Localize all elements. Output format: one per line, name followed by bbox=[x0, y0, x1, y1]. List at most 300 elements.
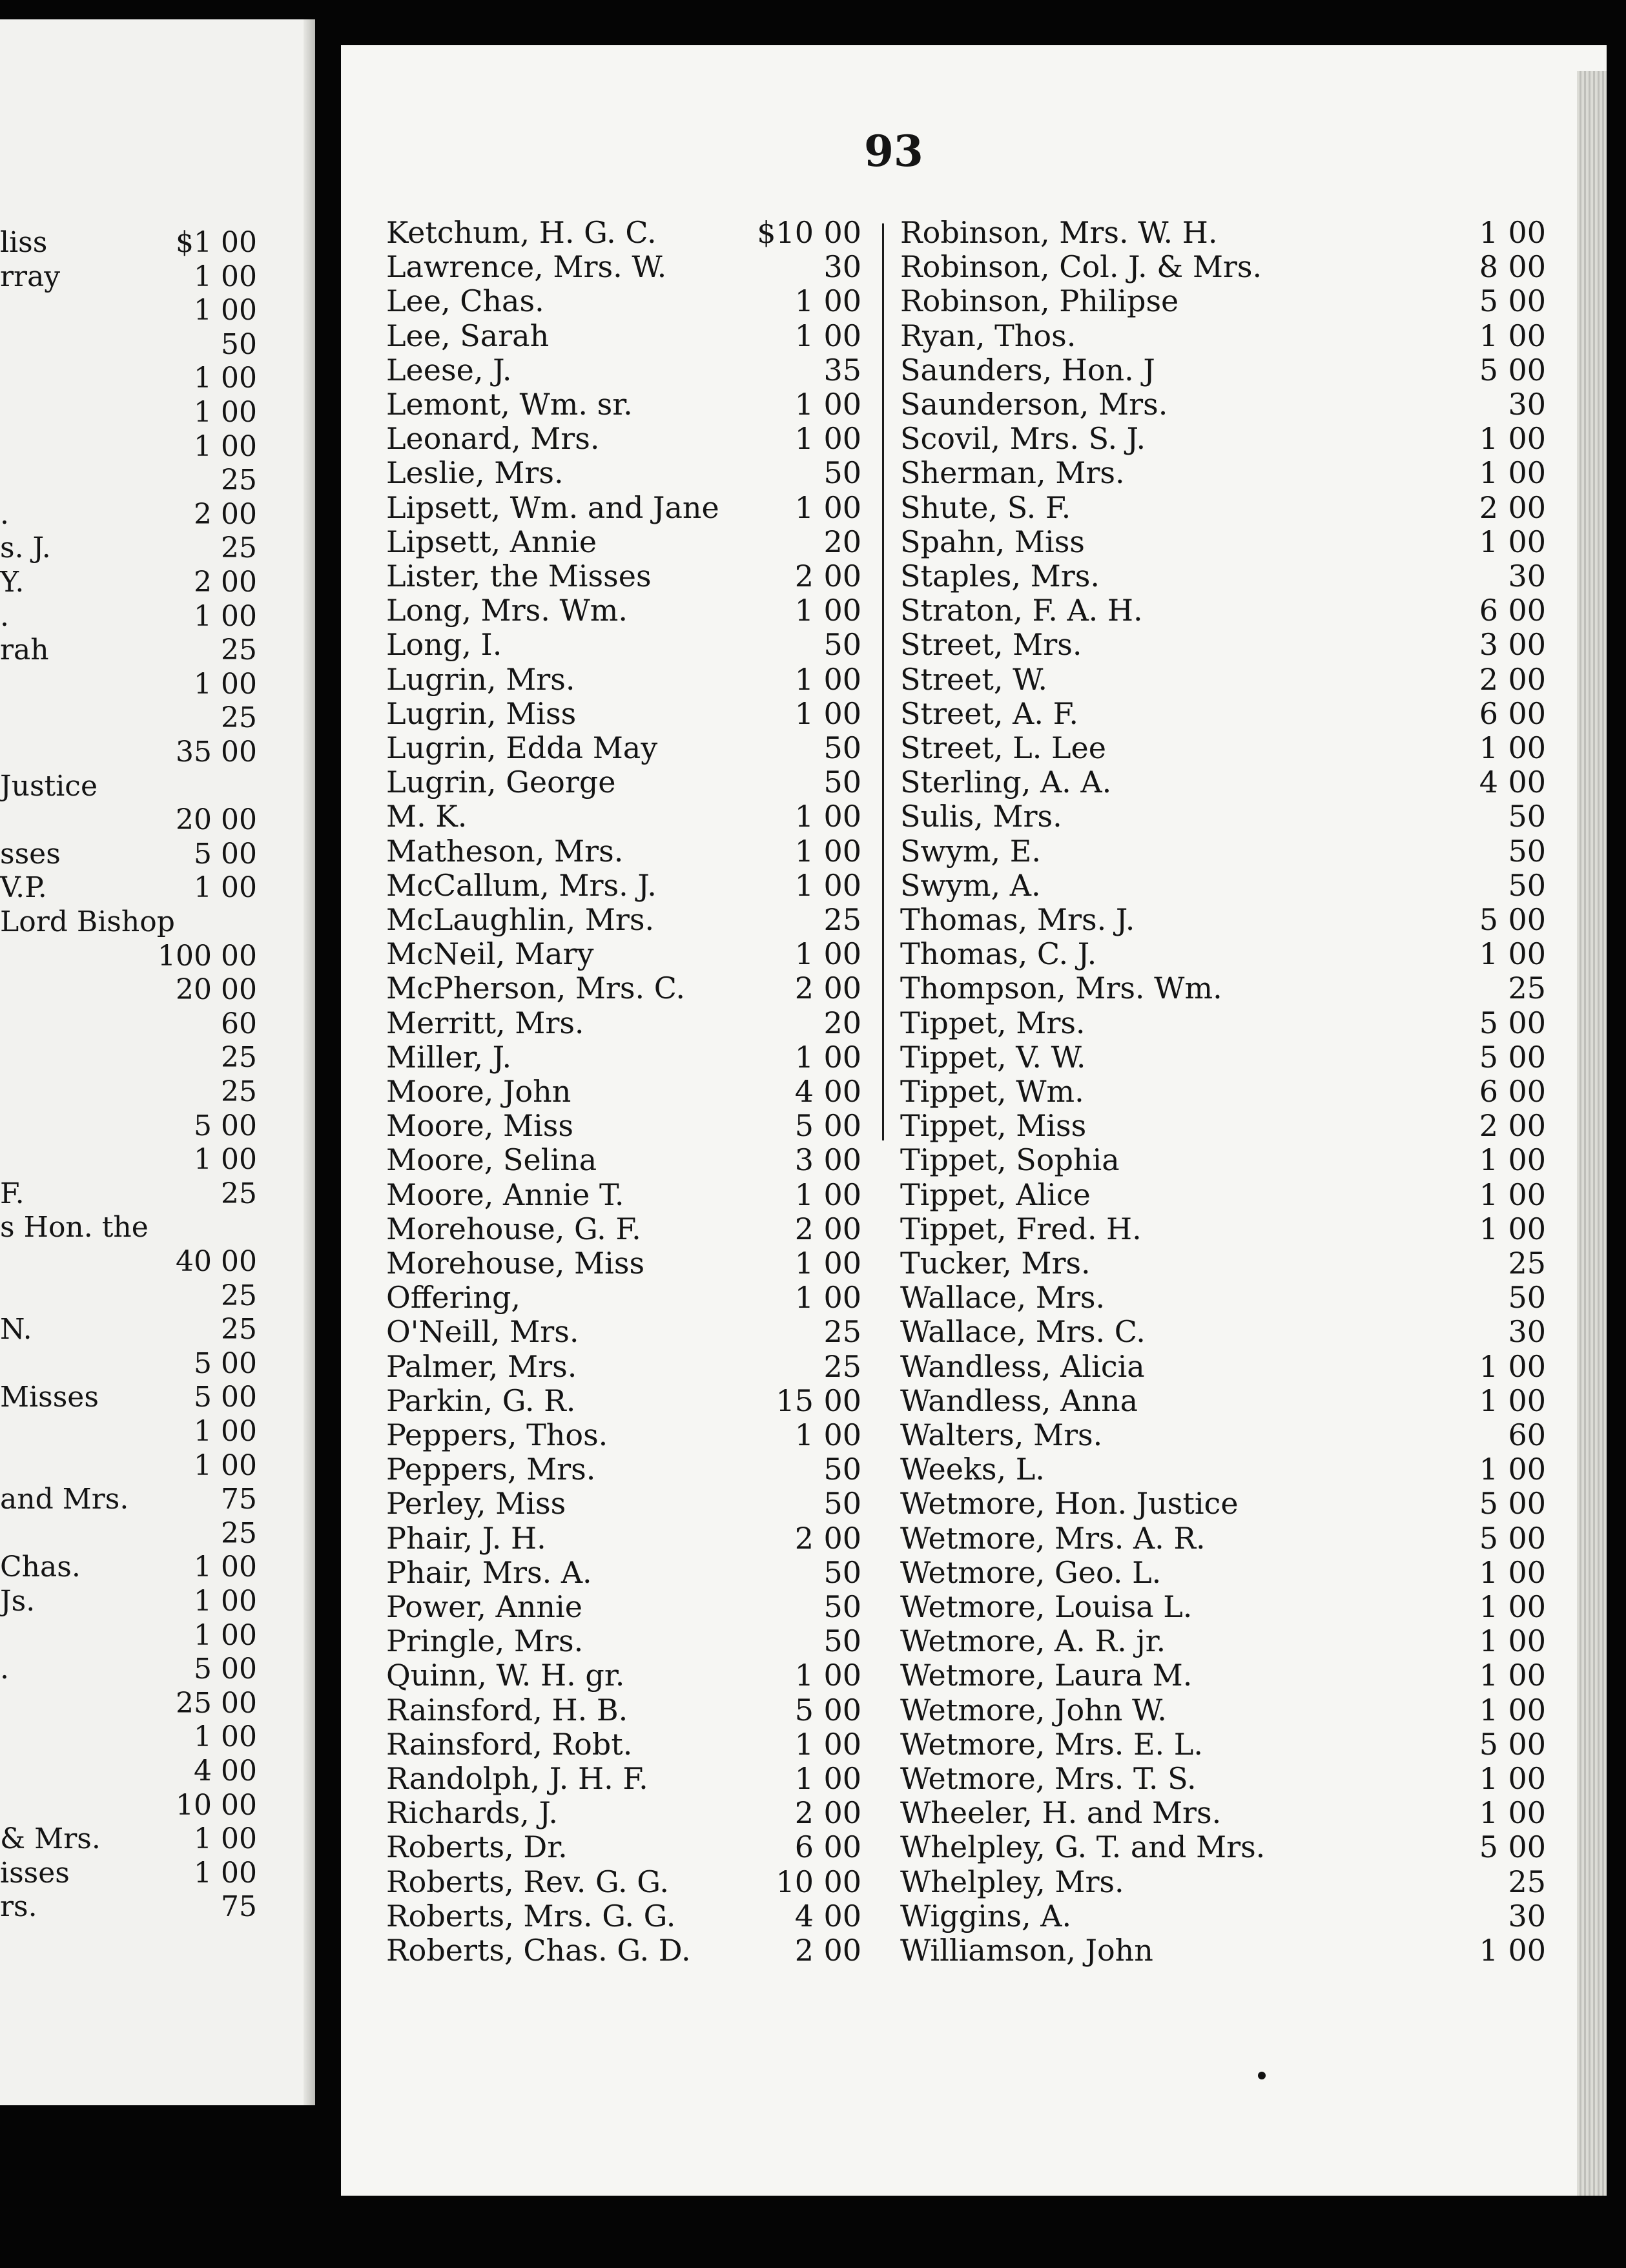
subscriber-entry bbox=[900, 1899, 1546, 1933]
amount-dollars: 4 bbox=[794, 1898, 814, 1933]
subscriber-entry bbox=[900, 1109, 1546, 1142]
amount-dollars: 1 bbox=[1479, 1383, 1498, 1418]
amount-cents: 00 bbox=[1508, 1383, 1546, 1418]
subscriber-name: Wetmore, A. R. jr. bbox=[900, 1624, 1166, 1659]
fragment-amount: 5 00 bbox=[194, 1109, 257, 1142]
subscriber-name: Pringle, Mrs. bbox=[386, 1624, 584, 1659]
amount-cents: 00 bbox=[823, 1898, 861, 1933]
subscriber-name: Street, A. F. bbox=[900, 696, 1078, 731]
amount-cents: 00 bbox=[1508, 765, 1546, 800]
fragment-amount: 40 00 bbox=[176, 1245, 257, 1278]
subscriber-name: Miller, J. bbox=[386, 1039, 512, 1075]
fragment-amount: 1 00 bbox=[194, 1585, 257, 1618]
amount-dollars: 2 bbox=[794, 559, 814, 593]
subscriber-name: Phair, Mrs. A. bbox=[386, 1554, 592, 1590]
amount-dollars: 3 bbox=[794, 1142, 814, 1178]
fragment-amount: 50 bbox=[221, 327, 257, 361]
fragment-amount: 1 00 bbox=[194, 1720, 257, 1754]
subscriber-name: Offering, bbox=[386, 1280, 521, 1315]
fragment-name: s Hon. the bbox=[0, 1211, 149, 1244]
fragment-entry bbox=[0, 1109, 315, 1143]
subscriber-column-right bbox=[900, 216, 1546, 1998]
amount-cents: 50 bbox=[823, 730, 861, 765]
fragment-entry bbox=[0, 736, 315, 769]
subscriber-entry bbox=[386, 525, 861, 559]
fragment-entry bbox=[0, 1347, 315, 1381]
fragment-amount: 1 00 bbox=[194, 1856, 257, 1890]
subscriber-name: Matheson, Mrs. bbox=[386, 833, 624, 869]
amount-dollars: 6 bbox=[1479, 593, 1498, 628]
subscriber-entry bbox=[900, 1315, 1546, 1348]
subscriber-entry bbox=[386, 1109, 861, 1142]
subscriber-column-left bbox=[386, 216, 861, 1998]
subscriber-name: Sulis, Mrs. bbox=[900, 799, 1062, 834]
fragment-name: . bbox=[0, 599, 9, 633]
subscriber-entry bbox=[900, 1727, 1546, 1761]
amount-cents: 00 bbox=[823, 387, 861, 422]
amount-cents: 00 bbox=[1508, 661, 1546, 697]
subscriber-name: McNeil, Mary bbox=[386, 936, 594, 972]
subscriber-entry bbox=[386, 456, 861, 490]
amount-cents: 00 bbox=[1508, 730, 1546, 765]
subscriber-entry bbox=[386, 353, 861, 387]
subscriber-entry bbox=[900, 456, 1546, 490]
subscriber-name: McLaughlin, Mrs. bbox=[386, 902, 655, 937]
subscriber-name: Long, I. bbox=[386, 627, 502, 663]
fragment-entry bbox=[0, 803, 315, 837]
subscriber-entry bbox=[386, 1590, 861, 1624]
ink-dot bbox=[1258, 2072, 1266, 2079]
amount-cents: 00 bbox=[1508, 1177, 1546, 1212]
fragment-entry bbox=[0, 1211, 315, 1244]
subscriber-name: Whelpley, G. T. and Mrs. bbox=[900, 1830, 1266, 1865]
subscriber-entry bbox=[386, 799, 861, 833]
fragment-name: rah bbox=[0, 634, 49, 667]
subscriber-entry bbox=[900, 1796, 1546, 1830]
fragment-name: V.P. bbox=[0, 871, 47, 905]
amount-cents: 00 bbox=[1508, 1108, 1546, 1144]
amount-cents: 25 bbox=[823, 902, 861, 937]
subscriber-name: Morehouse, G. F. bbox=[386, 1211, 641, 1246]
fragment-entry bbox=[0, 1177, 315, 1211]
amount-cents: 00 bbox=[1508, 1761, 1546, 1796]
fragment-entry bbox=[0, 940, 315, 973]
fragment-amount: $1 00 bbox=[176, 226, 257, 259]
amount-dollars: 1 bbox=[794, 1761, 814, 1796]
subscriber-entry bbox=[386, 971, 861, 1005]
subscriber-name: Wallace, Mrs. C. bbox=[900, 1314, 1146, 1350]
fragment-name: Y. bbox=[0, 566, 25, 599]
amount-dollars: 4 bbox=[794, 1074, 814, 1109]
amount-dollars: 5 bbox=[1479, 1520, 1498, 1556]
fragment-name: Chas. bbox=[0, 1551, 81, 1584]
fragment-amount: 1 00 bbox=[194, 1415, 257, 1448]
subscriber-name: Wetmore, Mrs. A. R. bbox=[900, 1520, 1206, 1556]
amount-cents: 00 bbox=[823, 1211, 861, 1246]
amount-cents: 20 bbox=[823, 524, 861, 559]
fragment-amount: 1 00 bbox=[194, 667, 257, 701]
amount-cents: 00 bbox=[823, 833, 861, 869]
amount-cents: 00 bbox=[1508, 593, 1546, 628]
subscriber-entry bbox=[900, 1212, 1546, 1246]
amount-cents: 50 bbox=[823, 1624, 861, 1659]
amount-dollars: 1 bbox=[794, 833, 814, 869]
amount-cents: 00 bbox=[1508, 696, 1546, 731]
amount-cents: 00 bbox=[823, 1830, 861, 1865]
amount-dollars: 1 bbox=[1479, 215, 1498, 250]
subscriber-entry bbox=[386, 1865, 861, 1899]
subscriber-name: Moore, John bbox=[386, 1074, 571, 1109]
amount-cents: 30 bbox=[1508, 1898, 1546, 1933]
subscriber-name: Tippet, Sophia bbox=[900, 1142, 1120, 1178]
subscriber-entry bbox=[900, 1075, 1546, 1108]
fragment-name: . bbox=[0, 497, 9, 531]
amount-cents: 25 bbox=[1508, 1246, 1546, 1281]
amount-cents: 00 bbox=[1508, 1520, 1546, 1556]
subscriber-name: Leonard, Mrs. bbox=[386, 421, 600, 457]
amount-cents: 00 bbox=[1508, 1486, 1546, 1521]
amount-cents: 25 bbox=[823, 1348, 861, 1384]
fragment-entry bbox=[0, 531, 315, 565]
amount-cents: 00 bbox=[823, 1108, 861, 1144]
amount-cents: 00 bbox=[823, 559, 861, 593]
subscriber-name: Long, Mrs. Wm. bbox=[386, 593, 628, 628]
subscriber-entry bbox=[900, 1281, 1546, 1314]
subscriber-entry bbox=[386, 1212, 861, 1246]
subscriber-entry bbox=[386, 628, 861, 661]
fragment-amount: 10 00 bbox=[176, 1788, 257, 1822]
subscriber-entry bbox=[900, 593, 1546, 627]
subscriber-entry bbox=[900, 937, 1546, 971]
amount-dollars: 8 bbox=[1479, 249, 1498, 285]
fragment-name: Justice bbox=[0, 769, 98, 803]
fragment-amount: 35 00 bbox=[176, 736, 257, 768]
amount-cents: 00 bbox=[823, 1280, 861, 1315]
subscriber-entry bbox=[386, 1658, 861, 1692]
fragment-entry bbox=[0, 294, 315, 327]
subscriber-name: Lipsett, Wm. and Jane bbox=[386, 490, 719, 525]
subscriber-entry bbox=[386, 1624, 861, 1658]
amount-dollars: 3 bbox=[1479, 627, 1498, 663]
amount-cents: 00 bbox=[823, 696, 861, 731]
fragment-amount: 25 bbox=[221, 1313, 257, 1346]
subscriber-entry bbox=[900, 1452, 1546, 1486]
fragment-entry bbox=[0, 1075, 315, 1109]
subscriber-name: Lawrence, Mrs. W. bbox=[386, 249, 667, 285]
amount-cents: 50 bbox=[823, 1486, 861, 1521]
amount-dollars: 2 bbox=[794, 971, 814, 1006]
fragment-amount: 1 00 bbox=[194, 1551, 257, 1584]
amount-cents: 35 bbox=[823, 352, 861, 387]
amount-cents: 25 bbox=[1508, 971, 1546, 1006]
fragment-name: . bbox=[0, 1653, 9, 1686]
subscriber-name: Thomas, C. J. bbox=[900, 936, 1097, 972]
amount-cents: 00 bbox=[1508, 1554, 1546, 1590]
subscriber-entry bbox=[386, 1418, 861, 1452]
subscriber-entry bbox=[386, 593, 861, 627]
subscriber-name: Richards, J. bbox=[386, 1795, 558, 1831]
fragment-amount: 25 bbox=[221, 531, 257, 565]
subscriber-entry bbox=[900, 1556, 1546, 1589]
subscriber-name: Palmer, Mrs. bbox=[386, 1348, 577, 1384]
page bbox=[341, 45, 1607, 2196]
fragment-amount: 2 00 bbox=[194, 497, 257, 531]
subscriber-name: Lister, the Misses bbox=[386, 559, 652, 593]
amount-dollars: 5 bbox=[1479, 1486, 1498, 1521]
amount-cents: 30 bbox=[1508, 387, 1546, 422]
subscriber-name: Lugrin, Mrs. bbox=[386, 661, 575, 697]
subscriber-name: Power, Annie bbox=[386, 1589, 582, 1624]
amount-dollars: 1 bbox=[1479, 1589, 1498, 1624]
subscriber-entry bbox=[900, 250, 1546, 284]
amount-cents: 00 bbox=[1508, 936, 1546, 972]
fragment-entry bbox=[0, 1585, 315, 1618]
subscriber-name: Wetmore, Laura M. bbox=[900, 1658, 1193, 1693]
subscriber-name: Tippet, V. W. bbox=[900, 1039, 1086, 1075]
subscriber-name: Lugrin, Miss bbox=[386, 696, 577, 731]
fragment-entry bbox=[0, 1890, 315, 1924]
amount-cents: 60 bbox=[1508, 1418, 1546, 1452]
subscriber-entry bbox=[900, 1384, 1546, 1418]
amount-cents: 00 bbox=[1508, 1074, 1546, 1109]
subscriber-name: Lugrin, George bbox=[386, 765, 616, 800]
amount-dollars: 1 bbox=[1479, 524, 1498, 559]
amount-dollars: 1 bbox=[1479, 1348, 1498, 1384]
subscriber-name: Quinn, W. H. gr. bbox=[386, 1658, 625, 1693]
fragment-amount: 25 bbox=[221, 1279, 257, 1312]
subscriber-entry bbox=[900, 1658, 1546, 1692]
amount-dollars: 1 bbox=[794, 284, 814, 319]
fragment-amount: 25 bbox=[221, 1177, 257, 1210]
subscriber-entry bbox=[386, 422, 861, 455]
subscriber-name: Street, Mrs. bbox=[900, 627, 1082, 663]
subscriber-entry bbox=[386, 387, 861, 421]
amount-cents: 20 bbox=[823, 1005, 861, 1040]
subscriber-name: Street, W. bbox=[900, 661, 1048, 697]
fragment-amount: 5 00 bbox=[194, 1653, 257, 1686]
fragment-amount: 1 00 bbox=[194, 396, 257, 429]
subscriber-entry bbox=[900, 559, 1546, 593]
subscriber-name: Parkin, G. R. bbox=[386, 1383, 576, 1418]
subscriber-entry bbox=[386, 765, 861, 799]
subscriber-name: Wetmore, Hon. Justice bbox=[900, 1486, 1239, 1521]
subscriber-name: Morehouse, Miss bbox=[386, 1246, 645, 1281]
subscriber-name: Leese, J. bbox=[386, 352, 512, 387]
amount-cents: 50 bbox=[1508, 799, 1546, 834]
amount-dollars: 1 bbox=[1479, 1142, 1498, 1178]
fragment-entry bbox=[0, 1415, 315, 1448]
subscriber-entry bbox=[386, 1143, 861, 1177]
subscriber-entry bbox=[386, 1556, 861, 1589]
fragment-entry bbox=[0, 1007, 315, 1041]
amount-dollars: 1 bbox=[794, 799, 814, 834]
subscriber-name: Sterling, A. A. bbox=[900, 765, 1112, 800]
fragment-entry bbox=[0, 871, 315, 905]
fragment-amount: 25 bbox=[221, 464, 257, 497]
subscriber-name: Wallace, Mrs. bbox=[900, 1280, 1106, 1315]
subscriber-name: Sherman, Mrs. bbox=[900, 455, 1125, 491]
subscriber-name: Lipsett, Annie bbox=[386, 524, 597, 559]
subscriber-entry bbox=[386, 1040, 861, 1074]
subscriber-name: Moore, Selina bbox=[386, 1142, 597, 1178]
fragment-entry bbox=[0, 1822, 315, 1856]
amount-dollars: 1 bbox=[1479, 455, 1498, 491]
fragment-name: isses bbox=[0, 1856, 70, 1890]
subscriber-entry bbox=[386, 663, 861, 696]
fragment-amount: 4 00 bbox=[194, 1755, 257, 1788]
subscriber-name: Wheeler, H. and Mrs. bbox=[900, 1795, 1222, 1831]
subscriber-name: Saunders, Hon. J bbox=[900, 352, 1155, 387]
fragment-entry bbox=[0, 1653, 315, 1686]
subscriber-entry bbox=[900, 628, 1546, 661]
subscriber-entry bbox=[900, 1624, 1546, 1658]
amount-dollars: 1 bbox=[794, 936, 814, 972]
subscriber-entry bbox=[386, 937, 861, 971]
amount-cents: 00 bbox=[823, 1864, 861, 1899]
amount-dollars: 1 bbox=[794, 1246, 814, 1281]
amount-cents: 25 bbox=[823, 1314, 861, 1350]
fragment-amount: 25 bbox=[221, 1075, 257, 1108]
amount-dollars: 5 bbox=[1479, 352, 1498, 387]
subscriber-name: Swym, E. bbox=[900, 833, 1041, 869]
amount-cents: 00 bbox=[823, 971, 861, 1006]
subscriber-name: Wiggins, A. bbox=[900, 1898, 1072, 1933]
subscriber-name: Robinson, Col. J. & Mrs. bbox=[900, 249, 1262, 285]
fragment-amount: 60 bbox=[221, 1007, 257, 1040]
subscriber-entry bbox=[900, 1418, 1546, 1452]
subscriber-name: Roberts, Chas. G. D. bbox=[386, 1933, 691, 1968]
amount-cents: 30 bbox=[1508, 559, 1546, 593]
fragment-entry bbox=[0, 905, 315, 939]
amount-cents: 00 bbox=[1508, 1589, 1546, 1624]
subscriber-entry bbox=[900, 1933, 1546, 1967]
amount-cents: 00 bbox=[1508, 421, 1546, 457]
page-gutter bbox=[304, 19, 315, 2105]
subscriber-name: Thompson, Mrs. Wm. bbox=[900, 971, 1222, 1006]
amount-cents: 00 bbox=[823, 1933, 861, 1968]
subscriber-name: Straton, F. A. H. bbox=[900, 593, 1143, 628]
amount-cents: 50 bbox=[823, 455, 861, 491]
amount-dollars: 1 bbox=[794, 490, 814, 525]
fragment-name: and Mrs. bbox=[0, 1483, 129, 1516]
amount-dollars: 1 bbox=[1479, 1795, 1498, 1831]
amount-cents: 00 bbox=[823, 1074, 861, 1109]
subscriber-entry bbox=[386, 1452, 861, 1486]
subscriber-name: Tippet, Fred. H. bbox=[900, 1211, 1142, 1246]
subscriber-entry bbox=[386, 491, 861, 524]
amount-cents: 00 bbox=[1508, 524, 1546, 559]
amount-dollars: 2 bbox=[794, 1211, 814, 1246]
amount-cents: 00 bbox=[1508, 1348, 1546, 1384]
amount-cents: 50 bbox=[823, 1589, 861, 1624]
subscriber-entry bbox=[386, 903, 861, 936]
fragment-entry bbox=[0, 1449, 315, 1483]
amount-dollars: 1 bbox=[1479, 1658, 1498, 1693]
subscriber-entry bbox=[900, 1762, 1546, 1795]
subscriber-name: Tippet, Wm. bbox=[900, 1074, 1084, 1109]
fragment-entry bbox=[0, 1381, 315, 1414]
amount-cents: 00 bbox=[1508, 1692, 1546, 1727]
fragment-entry bbox=[0, 1789, 315, 1822]
fragment-amount: 1 00 bbox=[194, 1143, 257, 1177]
amount-dollars: 1 bbox=[794, 1658, 814, 1693]
fragment-amount: 1 00 bbox=[194, 599, 257, 633]
subscriber-entry bbox=[386, 284, 861, 318]
amount-cents: 00 bbox=[1508, 490, 1546, 525]
fragment-entry bbox=[0, 668, 315, 701]
subscriber-entry bbox=[386, 1384, 861, 1418]
fragment-entry bbox=[0, 1245, 315, 1279]
amount-dollars: 1 bbox=[1479, 730, 1498, 765]
amount-cents: 00 bbox=[823, 421, 861, 457]
fragment-entry bbox=[0, 1279, 315, 1313]
amount-cents: 00 bbox=[1508, 1005, 1546, 1040]
subscriber-name: O'Neill, Mrs. bbox=[386, 1314, 579, 1350]
fragment-entry bbox=[0, 1041, 315, 1075]
amount-cents: 00 bbox=[1508, 1624, 1546, 1659]
amount-cents: 00 bbox=[823, 593, 861, 628]
amount-cents: 00 bbox=[1508, 249, 1546, 285]
subscriber-entry bbox=[900, 387, 1546, 421]
subscriber-name: Walters, Mrs. bbox=[900, 1418, 1103, 1452]
fragment-amount: 1 00 bbox=[194, 1822, 257, 1856]
subscriber-name: M. K. bbox=[386, 799, 468, 834]
fragment-name: Lord Bishop bbox=[0, 905, 175, 938]
fragment-name: sses bbox=[0, 837, 61, 871]
column-divider bbox=[882, 223, 884, 1140]
amount-cents: 00 bbox=[823, 318, 861, 353]
fragment-entry bbox=[0, 1687, 315, 1720]
fragment-amount: 75 bbox=[221, 1890, 257, 1924]
amount-dollars: 1 bbox=[1479, 1761, 1498, 1796]
fragment-entry bbox=[0, 464, 315, 497]
fragment-entry bbox=[0, 973, 315, 1007]
amount-cents: 00 bbox=[823, 1726, 861, 1762]
amount-cents: 50 bbox=[823, 627, 861, 663]
fragment-entry bbox=[0, 1619, 315, 1653]
subscriber-name: Spahn, Miss bbox=[900, 524, 1085, 559]
amount-dollars: 1 bbox=[1479, 1452, 1498, 1487]
subscriber-name: Wetmore, John W. bbox=[900, 1692, 1167, 1727]
subscriber-entry bbox=[900, 903, 1546, 936]
subscriber-entry bbox=[386, 1178, 861, 1211]
amount-dollars: $10 bbox=[757, 215, 814, 250]
amount-cents: 00 bbox=[1508, 352, 1546, 387]
subscriber-name: Phair, J. H. bbox=[386, 1520, 546, 1556]
amount-dollars: 2 bbox=[1479, 1108, 1498, 1144]
amount-dollars: 10 bbox=[776, 1864, 814, 1899]
fragment-name: liss bbox=[0, 226, 48, 259]
amount-dollars: 1 bbox=[794, 661, 814, 697]
subscriber-entry bbox=[900, 491, 1546, 524]
amount-cents: 30 bbox=[1508, 1314, 1546, 1350]
subscriber-name: Moore, Annie T. bbox=[386, 1177, 624, 1212]
fragment-entry bbox=[0, 1313, 315, 1346]
subscriber-entry bbox=[900, 1865, 1546, 1899]
amount-dollars: 15 bbox=[776, 1383, 814, 1418]
subscriber-entry bbox=[386, 869, 861, 902]
page-number: 93 bbox=[864, 126, 923, 176]
amount-cents: 00 bbox=[1508, 1933, 1546, 1968]
amount-dollars: 2 bbox=[794, 1520, 814, 1556]
subscriber-name: Randolph, J. H. F. bbox=[386, 1761, 648, 1796]
amount-dollars: 2 bbox=[794, 1795, 814, 1831]
fragment-entry bbox=[0, 1755, 315, 1788]
subscriber-entry bbox=[900, 1590, 1546, 1624]
subscriber-entry bbox=[386, 1521, 861, 1555]
amount-cents: 00 bbox=[823, 867, 861, 903]
subscriber-entry bbox=[900, 319, 1546, 353]
